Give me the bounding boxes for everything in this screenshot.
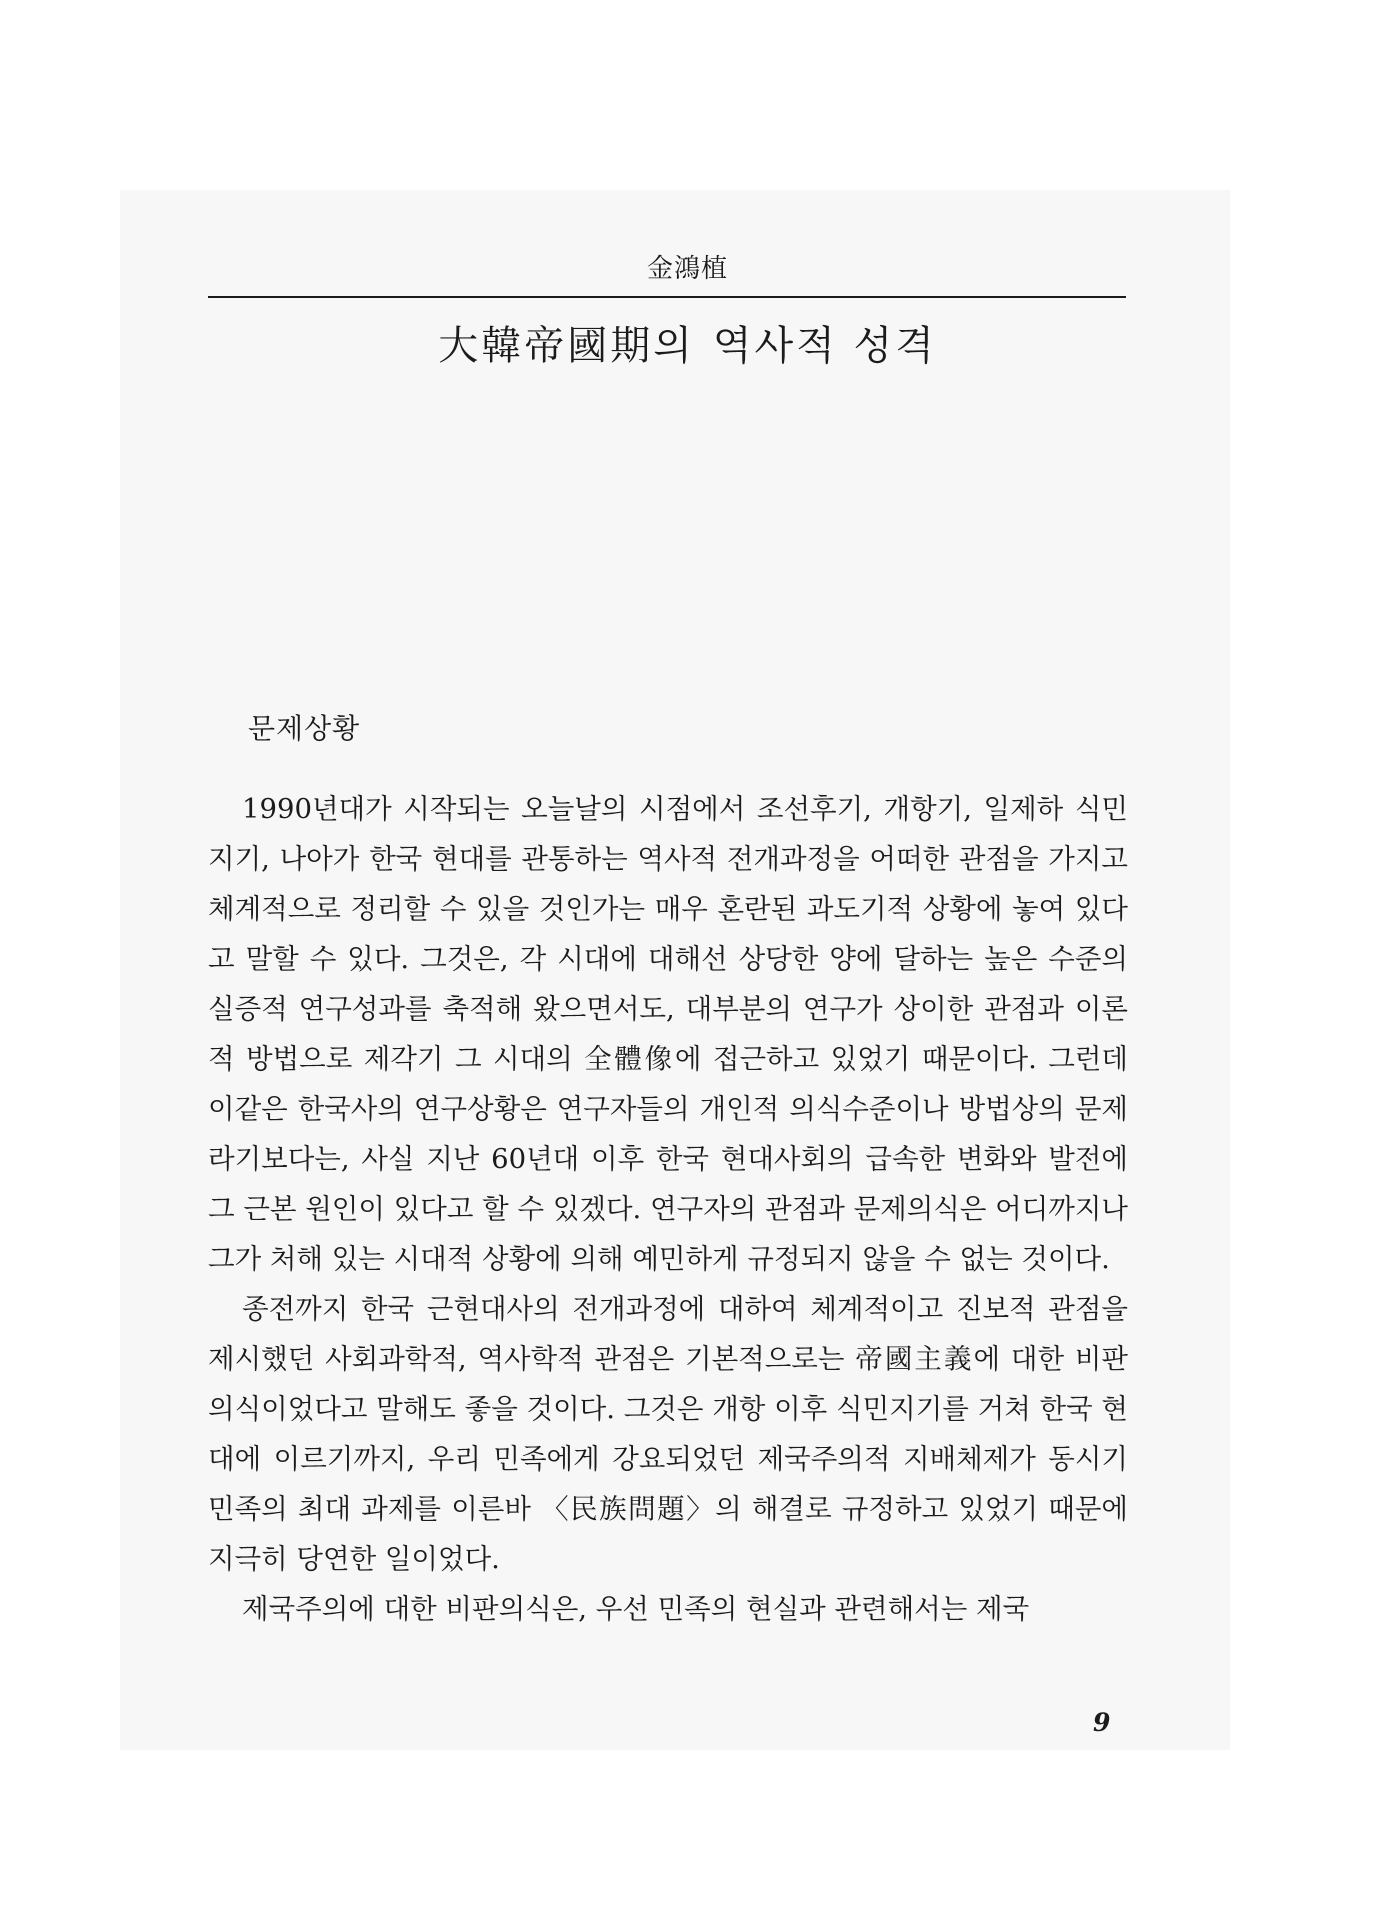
author-name: 金鴻植 [646,254,728,284]
header-rule [208,296,1126,298]
paragraph: 제국주의에 대한 비판의식은, 우선 민족의 현실과 관련해서는 제국 [242,1593,1030,1625]
paragraph: 1990년대가 시작되는 오늘날의 시점에서 조선후기, 개항기, 일제하 식민지기, 나아가 한국 현대를 관통하는 역사적 전개과정을 어떠한 관점을 가지고 체계적으로 정리할 수 있을 것인가는 매우 혼란된 과도기적 상황에 놓여 있다고 말할 수 있다. 그것은, 각 시대에 대해선 상당한 양에 달하는 높은 수준의 실증적 연구성과를 축적해 왔으면서도, 대부분의 연구가 상이한 관점과 이론적 방법으로 제각기 그 시대의 全體像에 접근하고 있었기 때문이다. 그런데 이같은 한국사의 연구상황은 연구자들의 개인적 의식수준이나 방법상의 문제라기보다는, 사실 지난 60년대 이후 한국 현대사회의 급속한 변화와 발전에 그 근본 원인이 있다고 할 수 있겠다. 연구자의 관점과 문제의식은 어디까지나 그가 처해 있는 시대적 상황에 의해 예민하게 규정되지 않을 수 없는 것이다. [208,793,1128,1275]
article-title-rest: 역사적 성격 [712,323,937,369]
article-title [0,314,1375,371]
page-number: 9 [1093,1708,1111,1737]
body-text [208,784,1128,1634]
article-title-main: 大韓帝國期의 [438,323,695,369]
paragraph: 종전까지 한국 근현대사의 전개과정에 대하여 체계적이고 진보적 관점을 제시했던 사회과학적, 역사학적 관점은 기본적으로는 帝國主義에 대한 비판의식이었다고 말해도 좋을 것이다. 그것은 개항 이후 식민지기를 거쳐 한국 현대에 이르기까지, 우리 민족에게 강요되었던 제국주의적 지배체제가 동시기 민족의 최대 과제를 이른바 〈民族問題〉의 해결로 규정하고 있었기 때문에 지극히 당연한 일이었다. [208,1293,1128,1575]
section-heading: 문제상황 [248,712,361,745]
